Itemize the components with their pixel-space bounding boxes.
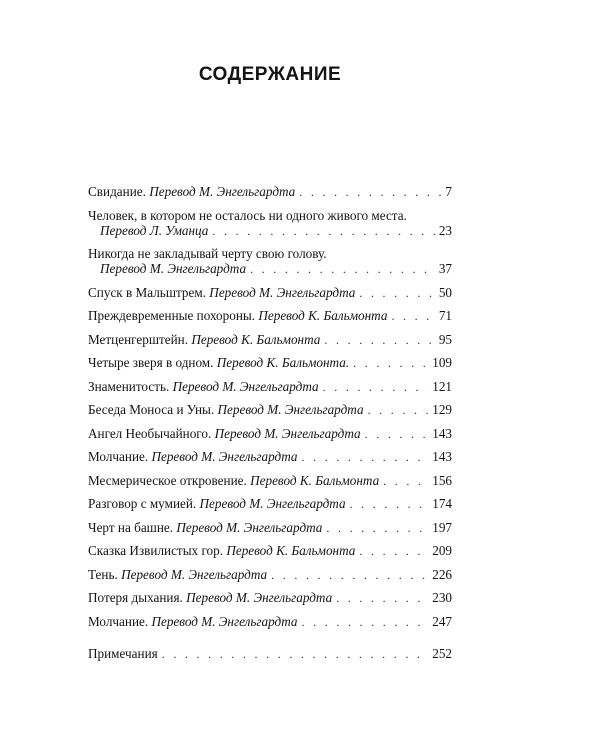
dot-leader	[271, 568, 428, 583]
toc-entry	[88, 520, 452, 536]
toc-entry-notes	[88, 646, 452, 662]
entry-title	[88, 449, 298, 464]
toc-entry	[88, 402, 452, 418]
translator: Перевод М. Энгельгардта	[217, 402, 364, 417]
entry-title	[88, 355, 349, 370]
story-title: Разговор с мумией.	[88, 496, 197, 511]
entry-title	[88, 590, 332, 605]
page-number: 143	[432, 449, 452, 464]
dot-leader	[359, 544, 428, 559]
dot-leader	[250, 262, 435, 277]
toc-entry	[88, 590, 452, 606]
page-number: 156	[432, 472, 452, 488]
page-title: СОДЕРЖАНИЕ	[198, 64, 342, 85]
toc-entry	[88, 308, 452, 324]
translator: Перевод М. Энгельгардта	[100, 261, 247, 276]
entry-title	[88, 543, 355, 558]
page-number: 7	[445, 184, 452, 199]
dot-leader	[162, 647, 429, 662]
entry-title	[88, 332, 320, 347]
toc-entry	[88, 567, 452, 583]
story-title: Молчание.	[88, 613, 149, 629]
translator: Перевод К. Бальмонта	[250, 472, 380, 488]
story-title: Человек, в котором не осталось ни одного живого места.	[88, 207, 407, 223]
entry-title	[88, 567, 267, 582]
page-number: 247	[432, 613, 452, 629]
toc-entry	[88, 496, 452, 512]
translator: Перевод К. Бальмонта.	[216, 355, 350, 370]
dot-leader	[353, 356, 428, 371]
dot-leader	[350, 497, 429, 512]
toc-entry	[88, 246, 452, 277]
story-title: Четыре зверя в одном.	[88, 355, 214, 370]
page-number: 174	[432, 496, 452, 511]
entry-title	[88, 473, 379, 488]
translator: Перевод К. Бальмонта	[226, 543, 356, 558]
story-title: Преждевременные похороны.	[88, 308, 256, 323]
entry-title	[88, 520, 322, 535]
translator: Перевод М. Энгельгардта	[209, 284, 356, 300]
dot-leader	[324, 333, 434, 348]
dot-leader	[302, 450, 429, 465]
translator: Перевод К. Бальмонта	[258, 308, 388, 323]
translator: Перевод М. Энгельгардта	[214, 425, 361, 441]
translator: Перевод М. Энгельгардта	[151, 613, 298, 629]
translator: Перевод М. Энгельгардта	[186, 590, 333, 605]
page-number: 230	[432, 590, 452, 605]
page-number: 143	[432, 425, 452, 441]
translator: Перевод М. Энгельгардта	[149, 184, 296, 199]
dot-leader	[326, 521, 428, 536]
toc-entry	[88, 208, 452, 239]
page-number: 23	[438, 222, 452, 238]
translator: Перевод М. Энгельгардта	[151, 449, 298, 464]
toc-entry	[88, 332, 452, 348]
entry-title	[88, 496, 346, 511]
dot-leader	[323, 380, 429, 395]
story-title: Знаменитость.	[88, 378, 170, 394]
story-title: Черт на башне.	[88, 519, 174, 535]
toc-entry	[88, 184, 452, 200]
dot-leader	[391, 309, 434, 324]
entry-title	[88, 426, 361, 441]
page-number: 226	[432, 566, 452, 582]
translator: Перевод М. Энгельгардта	[121, 566, 268, 582]
toc-entry	[88, 449, 452, 465]
toc-entry	[88, 285, 452, 301]
dot-leader	[336, 591, 428, 606]
story-title: Потеря дыхания.	[88, 590, 183, 605]
page-number: 252	[432, 645, 452, 661]
toc-entry	[88, 473, 452, 489]
page-number: 209	[432, 543, 452, 558]
entry-title	[88, 402, 364, 417]
page-number: 129	[432, 402, 452, 417]
toc-entry	[88, 379, 452, 395]
page-number: 37	[438, 261, 452, 276]
notes-title: Примечания	[88, 645, 158, 661]
story-title: Спуск в Мальштрем.	[88, 284, 206, 300]
translator: Перевод Л. Уманца	[100, 222, 209, 238]
page-number: 109	[432, 355, 452, 370]
story-title: Свидание.	[88, 184, 146, 199]
entry-title	[88, 614, 298, 629]
story-title: Сказка Извилистых гор.	[88, 543, 224, 558]
story-title: Никогда не закладывай черту свою голову.	[88, 246, 327, 261]
dot-leader	[302, 615, 429, 630]
dot-leader	[383, 474, 428, 489]
page-number: 71	[438, 308, 452, 323]
story-title: Метценгерштейн.	[88, 331, 189, 347]
entry-title	[88, 379, 319, 394]
toc-entry	[88, 614, 452, 630]
translator: Перевод М. Энгельгардта	[172, 378, 319, 394]
story-title: Тень.	[88, 566, 118, 582]
page-number: 121	[432, 378, 452, 394]
translator: Перевод К. Бальмонта	[191, 331, 321, 347]
dot-leader	[359, 286, 434, 301]
entry-title	[88, 308, 387, 323]
dot-leader	[299, 185, 441, 200]
story-title: Молчание.	[88, 449, 149, 464]
dot-leader	[212, 224, 434, 239]
dot-leader	[368, 403, 429, 418]
story-title: Беседа Моноса и Уны.	[88, 402, 215, 417]
entry-title	[88, 285, 355, 300]
toc-entry	[88, 426, 452, 442]
page-number: 197	[432, 519, 452, 535]
translator: Перевод М. Энгельгардта	[176, 519, 323, 535]
table-of-contents	[88, 184, 452, 669]
dot-leader	[365, 427, 429, 442]
entry-title	[88, 184, 295, 199]
story-title: Месмерическое откровение.	[88, 472, 247, 488]
toc-entry	[88, 543, 452, 559]
translator: Перевод М. Энгельгардта	[199, 496, 346, 511]
page-number: 95	[438, 331, 452, 347]
page-number: 50	[438, 284, 452, 300]
story-title: Ангел Необычайного.	[88, 425, 212, 441]
toc-entry	[88, 355, 452, 371]
